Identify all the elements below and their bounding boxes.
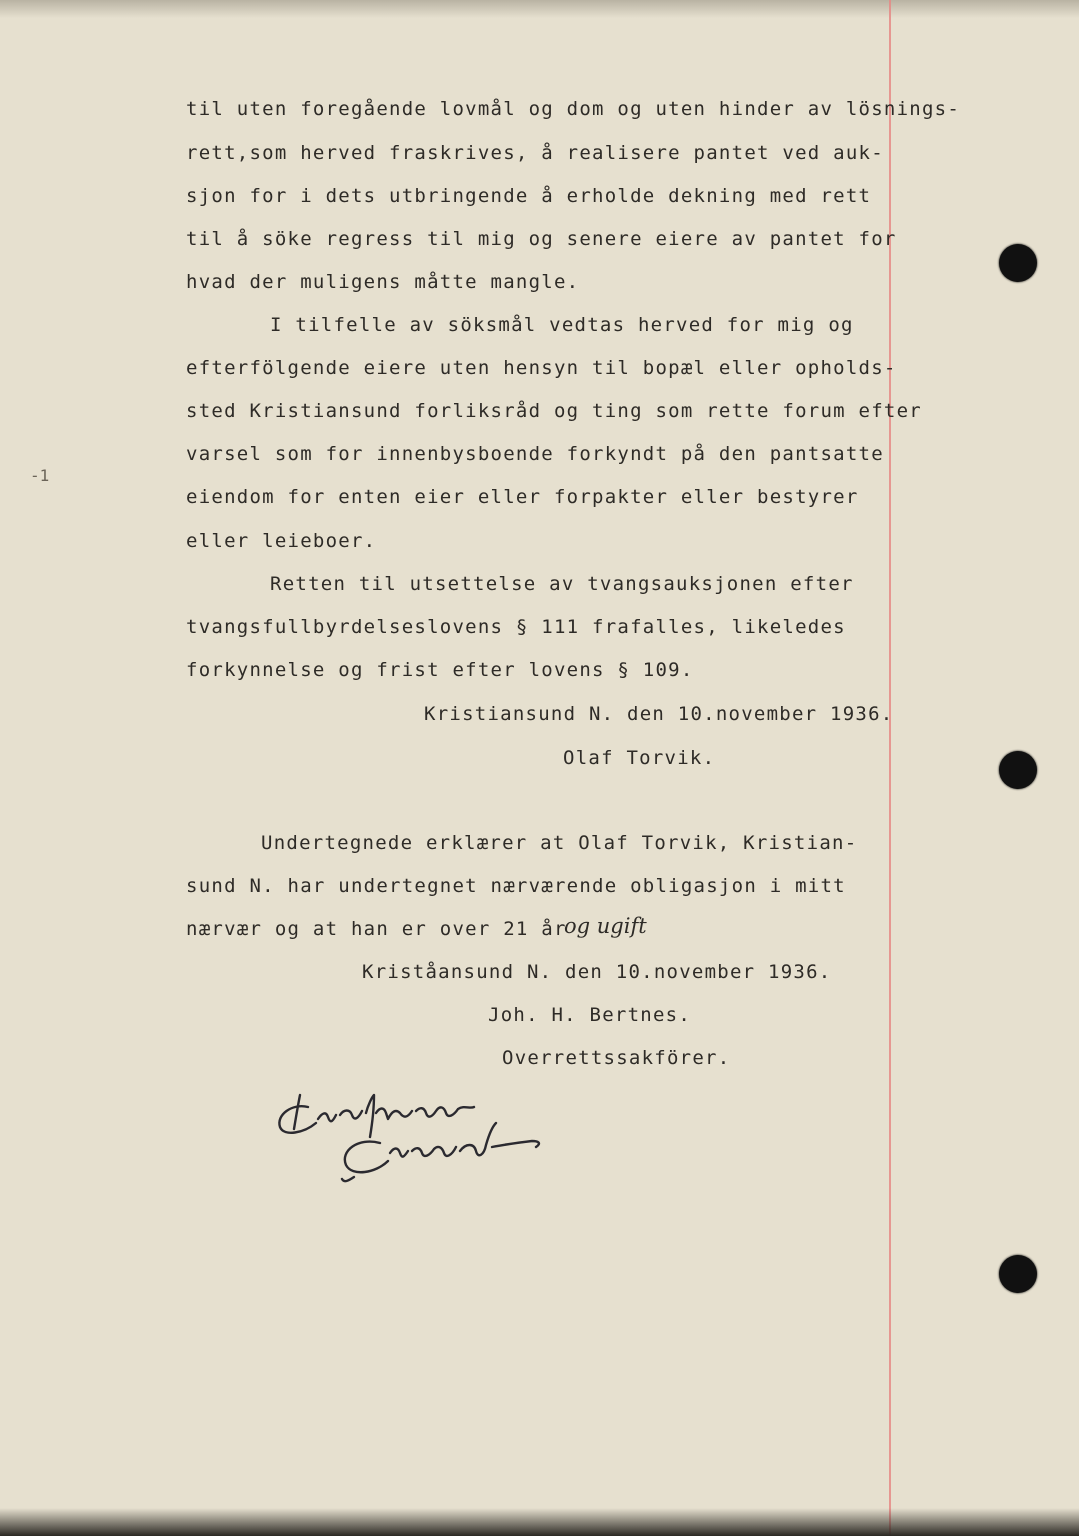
text-line: sjon for i dets utbringende å erholde dekning med rett xyxy=(186,185,872,207)
text-line: sund N. har undertegnet nærværende obligasjon i mitt xyxy=(186,875,846,897)
text-line: eiendom for enten eier eller forpakter eller bestyrer xyxy=(186,486,859,508)
margin-mark: -1 xyxy=(30,466,50,485)
binder-hole-bottom xyxy=(999,1255,1037,1293)
binder-hole-top xyxy=(999,244,1037,282)
signer-name: Olaf Torvik. xyxy=(563,747,716,769)
text-line: eller leieboer. xyxy=(186,530,377,552)
text-line: tvangsfullbyrdelseslovens § 111 frafalles, likeledes xyxy=(186,616,846,638)
text-line: til å söke regress til mig og senere eiere av pantet for xyxy=(186,228,897,250)
page-edge-bottom xyxy=(0,1508,1079,1536)
text-line: Undertegnede erklærer at Olaf Torvik, Kristian- xyxy=(261,832,858,854)
signer-name: Joh. H. Bertnes. xyxy=(488,1004,692,1026)
text-line: hvad der muligens måtte mangle. xyxy=(186,271,580,293)
text-line: Retten til utsettelse av tvangsauksjonen efter xyxy=(270,573,854,595)
place-date: Kriståansund N. den 10.november 1936. xyxy=(362,961,832,983)
text-line: rett,som herved fraskrives, å realisere pantet ved auk- xyxy=(186,142,884,164)
text-line: efterfölgende eiere uten hensyn til bopæl eller opholds- xyxy=(186,357,897,379)
text-line: nærvær og at han er over 21 år xyxy=(186,918,567,940)
binder-hole-middle xyxy=(999,751,1037,789)
handwritten-signature xyxy=(270,1085,560,1185)
text-line: sted Kristiansund forliksråd og ting som rette forum efter xyxy=(186,400,922,422)
text-line: varsel som for innenbysboende forkyndt på den pantsatte xyxy=(186,443,884,465)
place-date: Kristiansund N. den 10.november 1936. xyxy=(424,703,894,725)
text-line: til uten foregående lovmål og dom og uten hinder av lösnings- xyxy=(186,98,961,120)
page-edge-top xyxy=(0,0,1079,18)
signer-title: Overrettssakförer. xyxy=(502,1047,731,1069)
text-line: forkynnelse og frist efter lovens § 109. xyxy=(186,659,694,681)
text-line: I tilfelle av söksmål vedtas herved for mig og xyxy=(270,314,854,336)
handwritten-addition: og ugift xyxy=(564,914,647,938)
